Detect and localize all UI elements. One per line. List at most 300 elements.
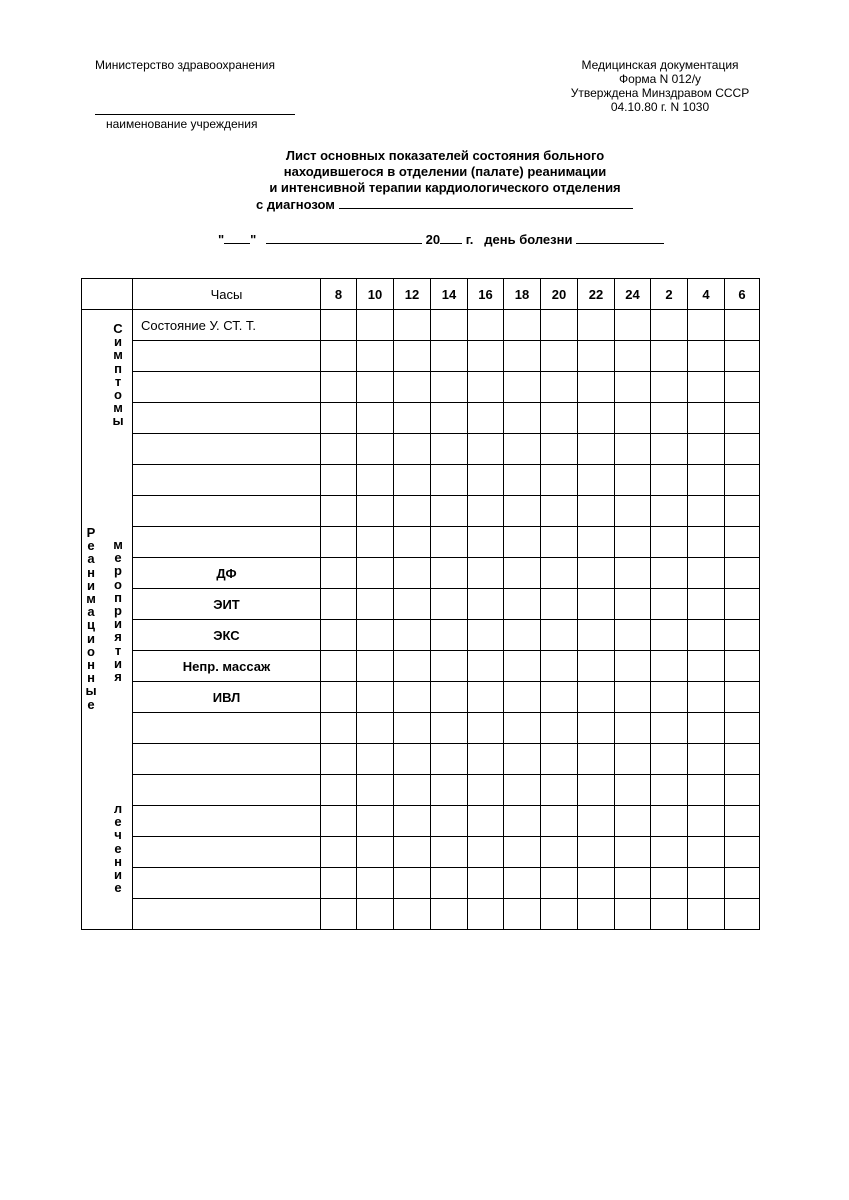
value-cell[interactable] [357,372,394,403]
value-cell[interactable] [357,651,394,682]
value-cell[interactable] [468,465,504,496]
value-cell[interactable] [394,744,431,775]
value-cell[interactable] [615,620,651,651]
value-cell[interactable] [725,496,760,527]
value-cell[interactable] [541,651,578,682]
value-cell[interactable] [431,372,468,403]
value-cell[interactable] [651,899,688,930]
value-cell[interactable] [725,899,760,930]
value-cell[interactable] [725,651,760,682]
value-cell[interactable] [357,589,394,620]
value-cell[interactable] [357,806,394,837]
value-cell[interactable] [468,868,504,899]
value-cell[interactable] [688,806,725,837]
year-suffix: г. [465,232,474,247]
value-cell[interactable] [394,434,431,465]
value-cell[interactable] [321,744,357,775]
value-cell[interactable] [688,527,725,558]
value-cell[interactable] [504,403,541,434]
ministry-label: Министерство здравоохранения [95,58,275,72]
value-cell[interactable] [578,651,615,682]
value-cell[interactable] [651,713,688,744]
value-cell[interactable] [688,744,725,775]
value-cell[interactable] [541,434,578,465]
value-cell[interactable] [468,620,504,651]
indicators-table [81,278,760,930]
value-cell[interactable] [615,558,651,589]
value-cell[interactable] [615,310,651,341]
value-cell[interactable] [615,496,651,527]
value-cell[interactable] [578,527,615,558]
value-cell[interactable] [578,434,615,465]
value-cell[interactable] [615,806,651,837]
indicator-row [82,558,760,589]
hour-header: 18 [504,279,541,310]
value-cell[interactable] [468,713,504,744]
value-cell[interactable] [321,496,357,527]
value-cell[interactable] [725,682,760,713]
indicator-row [82,310,760,341]
value-cell[interactable] [431,558,468,589]
value-cell[interactable] [394,310,431,341]
row-label: Состояние У. СТ. Т. [133,310,321,341]
value-cell[interactable] [651,589,688,620]
value-cell[interactable] [615,372,651,403]
value-cell[interactable] [615,899,651,930]
value-cell[interactable] [394,651,431,682]
value-cell[interactable] [357,620,394,651]
value-cell[interactable] [504,434,541,465]
value-cell[interactable] [725,465,760,496]
doc-line: Медицинская документация [581,58,739,72]
value-cell[interactable] [468,589,504,620]
indicator-row [82,372,760,403]
value-cell[interactable] [615,527,651,558]
value-cell[interactable] [504,465,541,496]
value-cell[interactable] [578,620,615,651]
value-cell[interactable] [468,527,504,558]
vertical-label-treatment: л е ч е н и е [113,801,123,896]
row-label [133,775,321,806]
vertical-label-symptoms: С и м п т о м ы [112,321,124,429]
value-cell[interactable] [394,496,431,527]
value-cell[interactable] [357,682,394,713]
illness-day-field[interactable] [576,231,664,244]
vertical-label-measures: м е р о п р и я т и я [113,537,123,685]
value-cell[interactable] [578,806,615,837]
value-cell[interactable] [321,372,357,403]
value-cell[interactable] [321,651,357,682]
row-label [133,403,321,434]
value-cell[interactable] [688,465,725,496]
value-cell[interactable] [504,682,541,713]
value-cell[interactable] [688,558,725,589]
corner-cell [82,279,133,310]
value-cell[interactable] [725,403,760,434]
value-cell[interactable] [431,310,468,341]
value-cell[interactable] [504,651,541,682]
institution-label: наименование учреждения [106,117,258,131]
value-cell[interactable] [394,620,431,651]
value-cell[interactable] [578,837,615,868]
value-cell[interactable] [321,713,357,744]
value-cell[interactable] [725,434,760,465]
value-cell[interactable] [321,558,357,589]
value-cell[interactable] [321,899,357,930]
value-cell[interactable] [688,310,725,341]
value-cell[interactable] [357,558,394,589]
value-cell[interactable] [468,651,504,682]
value-cell[interactable] [321,620,357,651]
value-cell[interactable] [651,651,688,682]
value-cell[interactable] [725,558,760,589]
value-cell[interactable] [357,465,394,496]
value-cell[interactable] [725,744,760,775]
value-cell[interactable] [651,496,688,527]
value-cell[interactable] [541,868,578,899]
value-cell[interactable] [357,775,394,806]
value-cell[interactable] [541,465,578,496]
value-cell[interactable] [688,403,725,434]
value-cell[interactable] [357,713,394,744]
hour-header: 20 [541,279,578,310]
value-cell[interactable] [504,775,541,806]
value-cell[interactable] [578,868,615,899]
row-label: ЭИТ [133,589,321,620]
value-cell[interactable] [321,775,357,806]
value-cell[interactable] [615,434,651,465]
value-cell[interactable] [651,868,688,899]
value-cell[interactable] [541,744,578,775]
value-cell[interactable] [578,341,615,372]
value-cell[interactable] [431,589,468,620]
value-cell[interactable] [321,806,357,837]
value-cell[interactable] [431,341,468,372]
value-cell[interactable] [468,434,504,465]
value-cell[interactable] [321,310,357,341]
value-cell[interactable] [688,651,725,682]
value-cell[interactable] [394,372,431,403]
value-cell[interactable] [357,744,394,775]
value-cell[interactable] [725,341,760,372]
value-cell[interactable] [468,496,504,527]
value-cell[interactable] [468,558,504,589]
indicator-row [82,620,760,651]
value-cell[interactable] [504,744,541,775]
value-cell[interactable] [541,558,578,589]
value-cell[interactable] [578,372,615,403]
value-cell[interactable] [431,465,468,496]
value-cell[interactable] [725,527,760,558]
value-cell[interactable] [357,496,394,527]
value-cell[interactable] [394,775,431,806]
value-cell[interactable] [725,806,760,837]
diagnosis-field[interactable] [339,196,633,209]
value-cell[interactable] [431,403,468,434]
value-cell[interactable] [394,682,431,713]
value-cell[interactable] [394,465,431,496]
indicator-row [82,899,760,930]
value-cell[interactable] [651,682,688,713]
value-cell[interactable] [394,589,431,620]
value-cell[interactable] [504,713,541,744]
value-cell[interactable] [468,837,504,868]
value-cell[interactable] [431,496,468,527]
value-cell[interactable] [651,341,688,372]
header-row [82,279,760,310]
value-cell[interactable] [725,589,760,620]
hour-header: 6 [725,279,760,310]
value-cell[interactable] [321,589,357,620]
value-cell[interactable] [431,620,468,651]
value-cell[interactable] [615,465,651,496]
value-cell[interactable] [651,744,688,775]
value-cell[interactable] [541,527,578,558]
value-cell[interactable] [357,837,394,868]
value-cell[interactable] [615,744,651,775]
value-cell[interactable] [541,341,578,372]
value-cell[interactable] [504,527,541,558]
value-cell[interactable] [431,651,468,682]
value-cell[interactable] [321,837,357,868]
indicator-row [82,837,760,868]
value-cell[interactable] [725,868,760,899]
value-cell[interactable] [541,372,578,403]
value-cell[interactable] [321,434,357,465]
hour-header: 22 [578,279,615,310]
value-cell[interactable] [468,403,504,434]
value-cell[interactable] [357,310,394,341]
value-cell[interactable] [394,899,431,930]
value-cell[interactable] [431,744,468,775]
value-cell[interactable] [688,837,725,868]
row-label [133,868,321,899]
value-cell[interactable] [321,341,357,372]
value-cell[interactable] [725,775,760,806]
value-cell[interactable] [504,837,541,868]
value-cell[interactable] [578,465,615,496]
value-cell[interactable] [725,372,760,403]
value-cell[interactable] [578,589,615,620]
value-cell[interactable] [468,341,504,372]
indicator-row [82,434,760,465]
value-cell[interactable] [431,775,468,806]
value-cell[interactable] [541,775,578,806]
value-cell[interactable] [468,806,504,837]
value-cell[interactable] [651,310,688,341]
row-label [133,806,321,837]
value-cell[interactable] [688,620,725,651]
value-cell[interactable] [431,806,468,837]
value-cell[interactable] [578,496,615,527]
value-cell[interactable] [431,868,468,899]
row-label: ДФ [133,558,321,589]
row-label: ЭКС [133,620,321,651]
value-cell[interactable] [504,589,541,620]
value-cell[interactable] [357,434,394,465]
title-line: и интенсивной терапии кардиологического отделения [269,180,621,195]
value-cell[interactable] [431,837,468,868]
value-cell[interactable] [578,899,615,930]
value-cell[interactable] [578,310,615,341]
value-cell[interactable] [541,713,578,744]
row-label [133,496,321,527]
row-label [133,899,321,930]
vertical-label-resuscitation: Р е а н и м а ц и о н н ы е [85,525,97,712]
value-cell[interactable] [725,620,760,651]
value-cell[interactable] [578,744,615,775]
row-label [133,372,321,403]
value-cell[interactable] [321,403,357,434]
value-cell[interactable] [651,372,688,403]
value-cell[interactable] [615,651,651,682]
value-cell[interactable] [578,682,615,713]
value-cell[interactable] [394,558,431,589]
value-cell[interactable] [394,713,431,744]
value-cell[interactable] [504,620,541,651]
value-cell[interactable] [431,713,468,744]
value-cell[interactable] [541,403,578,434]
value-cell[interactable] [394,806,431,837]
quote-open: " [218,232,225,247]
value-cell[interactable] [651,465,688,496]
document-title [200,148,690,213]
value-cell[interactable] [357,899,394,930]
row-label [133,527,321,558]
value-cell[interactable] [468,899,504,930]
value-cell[interactable] [651,837,688,868]
value-cell[interactable] [541,806,578,837]
value-cell[interactable] [541,496,578,527]
value-cell[interactable] [394,868,431,899]
title-line: находившегося в отделении (палате) реанимации [283,164,607,179]
value-cell[interactable] [651,558,688,589]
value-cell[interactable] [615,403,651,434]
value-cell[interactable] [321,465,357,496]
value-cell[interactable] [688,589,725,620]
value-cell[interactable] [688,496,725,527]
value-cell[interactable] [725,310,760,341]
hour-header: 10 [357,279,394,310]
value-cell[interactable] [541,620,578,651]
value-cell[interactable] [394,837,431,868]
value-cell[interactable] [357,403,394,434]
institution-name-line [95,114,295,115]
value-cell[interactable] [688,682,725,713]
hours-label: Часы [133,279,321,310]
value-cell[interactable] [468,775,504,806]
value-cell[interactable] [468,744,504,775]
hour-header: 4 [688,279,725,310]
value-cell[interactable] [651,620,688,651]
value-cell[interactable] [615,589,651,620]
value-cell[interactable] [688,899,725,930]
value-cell[interactable] [504,558,541,589]
value-cell[interactable] [651,403,688,434]
value-cell[interactable] [541,589,578,620]
value-cell[interactable] [394,403,431,434]
value-cell[interactable] [578,713,615,744]
indicator-row [82,775,760,806]
doc-line: Утверждена Минздравом СССР [570,86,750,100]
value-cell[interactable] [688,713,725,744]
value-cell[interactable] [431,434,468,465]
row-label [133,434,321,465]
value-cell[interactable] [321,868,357,899]
value-cell[interactable] [651,806,688,837]
value-cell[interactable] [321,527,357,558]
value-cell[interactable] [468,372,504,403]
value-cell[interactable] [394,341,431,372]
value-cell[interactable] [578,403,615,434]
month-field[interactable] [266,231,422,244]
diagnosis-line [200,196,690,213]
value-cell[interactable] [725,837,760,868]
title-line: Лист основных показателей состояния больного [285,148,605,163]
value-cell[interactable] [468,310,504,341]
value-cell[interactable] [541,899,578,930]
doc-line: 04.10.80 г. N 1030 [610,100,710,114]
value-cell[interactable] [688,434,725,465]
indicator-row [82,341,760,372]
value-cell[interactable] [394,527,431,558]
value-cell[interactable] [578,558,615,589]
value-cell[interactable] [468,682,504,713]
value-cell[interactable] [321,682,357,713]
indicator-row [82,527,760,558]
date-line [218,231,664,247]
value-cell[interactable] [688,372,725,403]
value-cell[interactable] [541,682,578,713]
year-field[interactable] [440,231,462,244]
value-cell[interactable] [431,682,468,713]
value-cell[interactable] [541,837,578,868]
value-cell[interactable] [504,341,541,372]
value-cell[interactable] [615,775,651,806]
value-cell[interactable] [357,868,394,899]
value-cell[interactable] [615,868,651,899]
value-cell[interactable] [688,341,725,372]
value-cell[interactable] [615,341,651,372]
indicator-row [82,403,760,434]
value-cell[interactable] [357,527,394,558]
row-label: ИВЛ [133,682,321,713]
value-cell[interactable] [651,434,688,465]
value-cell[interactable] [357,341,394,372]
value-cell[interactable] [615,713,651,744]
day-field[interactable] [224,231,250,244]
doc-line: Форма N 012/у [618,72,702,86]
value-cell[interactable] [504,868,541,899]
value-cell[interactable] [578,775,615,806]
value-cell[interactable] [615,682,651,713]
value-cell[interactable] [504,310,541,341]
value-cell[interactable] [651,527,688,558]
value-cell[interactable] [725,713,760,744]
value-cell[interactable] [541,310,578,341]
value-cell[interactable] [688,775,725,806]
value-cell[interactable] [431,899,468,930]
value-cell[interactable] [504,806,541,837]
value-cell[interactable] [504,372,541,403]
value-cell[interactable] [504,496,541,527]
value-cell[interactable] [688,868,725,899]
value-cell[interactable] [431,527,468,558]
value-cell[interactable] [651,775,688,806]
illness-day-label: день болезни [484,232,573,247]
value-cell[interactable] [615,837,651,868]
value-cell[interactable] [504,899,541,930]
